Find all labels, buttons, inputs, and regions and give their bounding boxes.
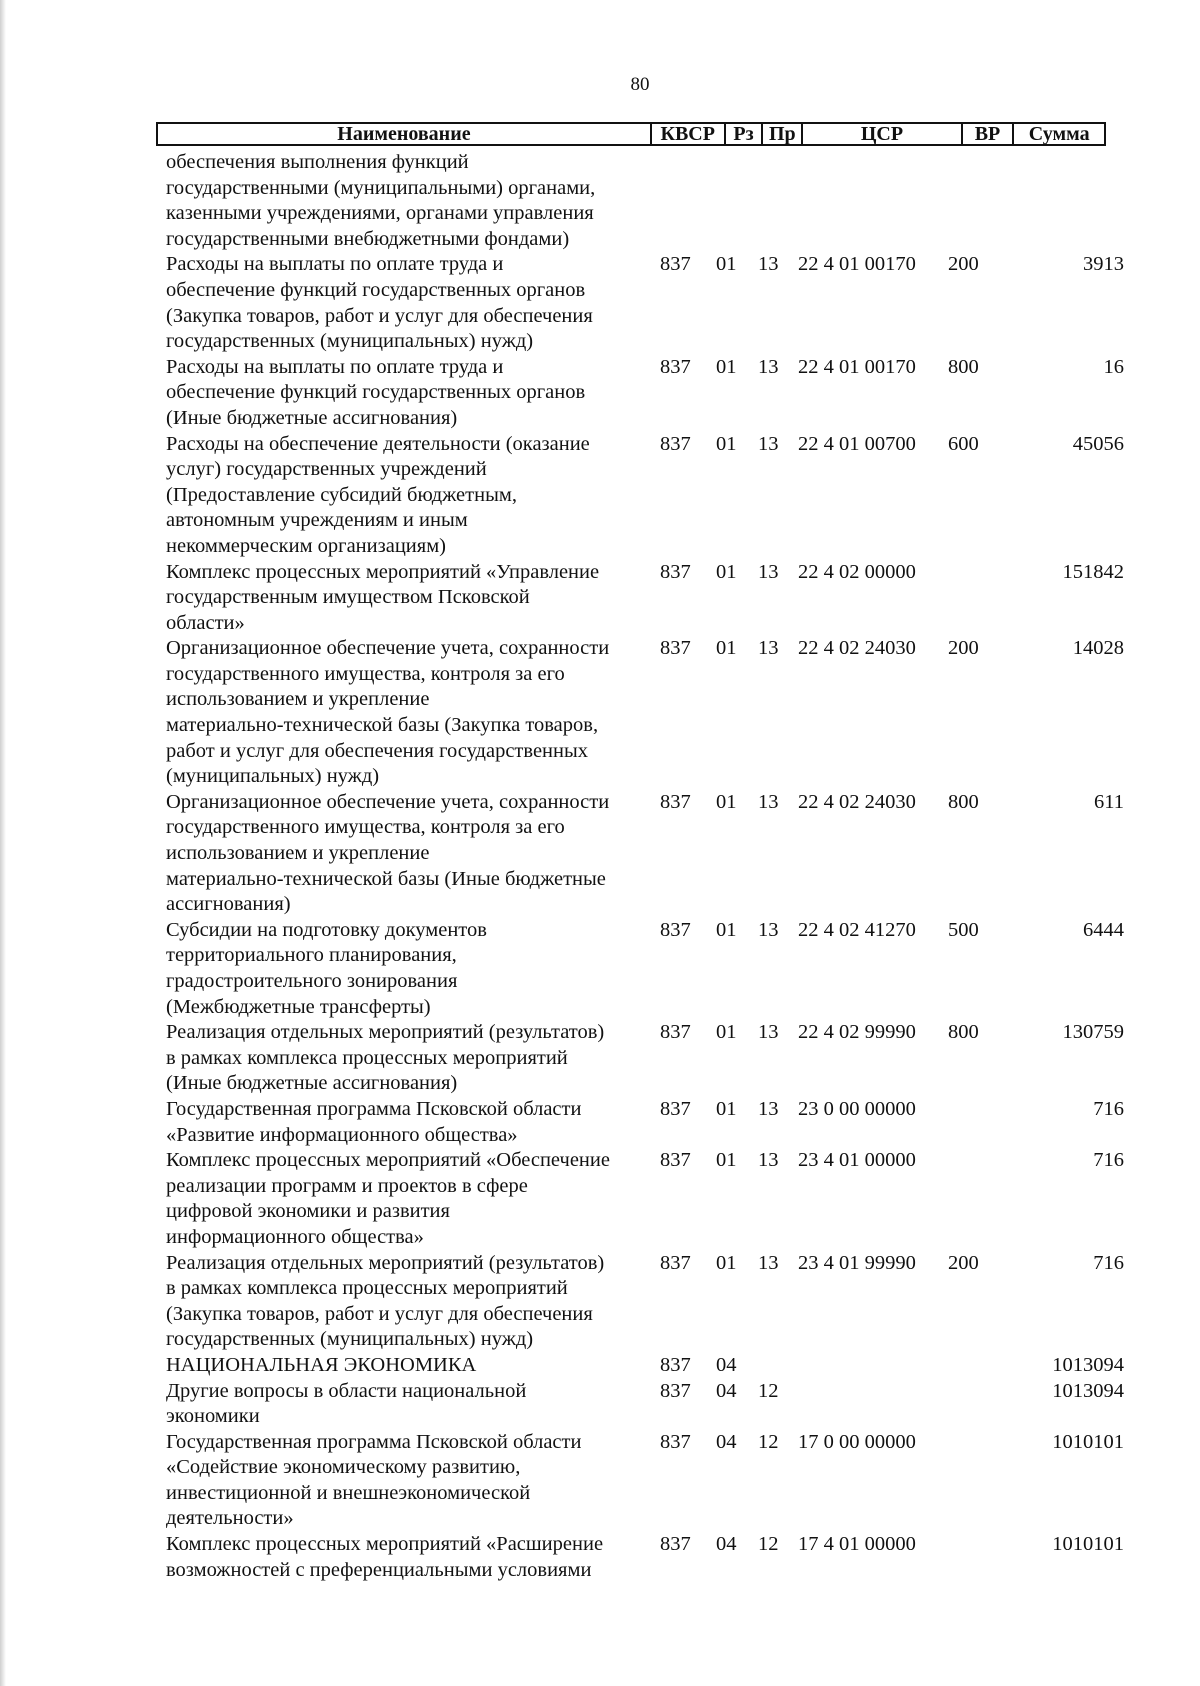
row-name-line: градостроительного зонирования: [166, 970, 458, 992]
row-kvsr: 837: [660, 918, 691, 941]
row-rz: 04: [716, 1533, 737, 1556]
table-row: [166, 1353, 1126, 1379]
row-csr: 23 4 01 99990: [798, 1251, 916, 1274]
row-name-line: Расходы на выплаты по оплате труда и: [166, 355, 504, 378]
row-name: [166, 1379, 656, 1430]
page-number: 80: [630, 74, 650, 95]
row-name-line: (муниципальных) нужд): [166, 765, 380, 788]
row-vr: 800: [948, 1021, 979, 1044]
row-name: [166, 355, 656, 432]
row-name: [166, 790, 656, 918]
row-name-line: услуг) государственных учреждений: [166, 458, 487, 481]
header-pr: Пр: [763, 124, 803, 144]
row-vr: 200: [948, 253, 979, 276]
row-name-line: использованием и укрепление: [166, 842, 430, 865]
row-name-line: автономным учреждениям и иным: [166, 509, 468, 532]
row-name-line: обеспечение функций государственных органов: [166, 381, 586, 404]
row-csr: 17 4 01 00000: [798, 1533, 916, 1556]
row-pr: 13: [758, 1251, 779, 1274]
row-pr: 13: [758, 253, 779, 276]
row-name: [166, 1097, 656, 1148]
row-csr: 23 0 00 00000: [798, 1097, 916, 1120]
row-name-line: обеспечения выполнения функций: [166, 151, 469, 173]
row-sum: 16: [1103, 355, 1124, 378]
row-kvsr: 837: [660, 1021, 691, 1044]
row-name-line: реализации программ и проектов в сфере: [166, 1174, 528, 1197]
row-name: [166, 636, 656, 790]
row-rz: 01: [716, 432, 737, 455]
row-name-line: Государственная программа Псковской области: [166, 1097, 582, 1120]
row-name: [166, 1251, 656, 1353]
row-kvsr: 837: [660, 637, 691, 660]
header-rz: Рз: [726, 124, 764, 144]
row-vr: 800: [948, 355, 979, 378]
scan-edge: [0, 0, 6, 1686]
row-pr: 13: [758, 918, 779, 941]
row-name-line: «Развитие информационного общества»: [166, 1123, 518, 1146]
row-name: [166, 1532, 656, 1583]
row-kvsr: 837: [660, 1149, 691, 1172]
row-csr: 22 4 01 00700: [798, 432, 916, 455]
row-rz: 04: [716, 1353, 737, 1376]
row-name: [166, 1430, 656, 1532]
row-pr: 13: [758, 1021, 779, 1044]
row-name-line: государственными внебюджетными фондами): [166, 227, 570, 250]
row-name: [166, 150, 656, 252]
table-row: [166, 1020, 1126, 1097]
row-name-line: возможностей с преференциальными условиями: [166, 1558, 592, 1581]
row-name-line: цифровой экономики и развития: [166, 1200, 450, 1223]
row-kvsr: 837: [660, 560, 691, 583]
row-rz: 04: [716, 1379, 737, 1402]
table-row: [166, 560, 1126, 637]
table-row: [166, 252, 1126, 354]
row-name-line: работ и услуг для обеспечения государственных: [166, 739, 589, 762]
row-name-line: (Иные бюджетные ассигнования): [166, 1072, 458, 1095]
row-csr: 22 4 01 00170: [798, 253, 916, 276]
row-sum: 45056: [1072, 432, 1124, 455]
row-pr: 12: [758, 1533, 779, 1556]
row-name-line: (Закупка товаров, работ и услуг для обеспечения: [166, 304, 593, 327]
table-row: [166, 1097, 1126, 1148]
row-kvsr: 837: [660, 1379, 691, 1402]
row-kvsr: 837: [660, 1533, 691, 1556]
header-name: Наименование: [158, 124, 652, 144]
row-name-line: (Иные бюджетные ассигнования): [166, 406, 458, 429]
row-sum: 716: [1093, 1251, 1124, 1274]
table-row: [166, 918, 1126, 1020]
row-csr: 17 0 00 00000: [798, 1430, 916, 1453]
row-pr: 13: [758, 560, 779, 583]
row-name: [166, 432, 656, 560]
row-pr: 13: [758, 1097, 779, 1120]
table-body: [166, 150, 1126, 1583]
row-pr: 12: [758, 1379, 779, 1402]
row-name-line: информационного общества»: [166, 1225, 424, 1248]
row-name-line: деятельности»: [166, 1507, 294, 1530]
row-sum: 151842: [1062, 560, 1124, 583]
row-rz: 01: [716, 1149, 737, 1172]
row-rz: 01: [716, 253, 737, 276]
row-name-line: (Предоставление субсидий бюджетным,: [166, 483, 517, 506]
row-sum: 716: [1093, 1149, 1124, 1172]
row-sum: 3913: [1083, 253, 1124, 276]
table-row: [166, 432, 1126, 560]
row-csr: 22 4 02 99990: [798, 1021, 916, 1044]
row-sum: 14028: [1072, 637, 1124, 660]
row-pr: 13: [758, 432, 779, 455]
row-pr: 12: [758, 1430, 779, 1453]
row-name-line: использованием и укрепление: [166, 688, 430, 711]
row-rz: 01: [716, 1021, 737, 1044]
table-row: [166, 790, 1126, 918]
table-row: [166, 1532, 1126, 1583]
row-rz: 01: [716, 637, 737, 660]
row-sum: 1013094: [1052, 1379, 1124, 1402]
row-csr: 23 4 01 00000: [798, 1149, 916, 1172]
header-sum: Сумма: [1028, 123, 1090, 145]
row-name-line: Субсидии на подготовку документов: [166, 918, 487, 941]
row-name-line: государственного имущества, контроля за его: [166, 816, 565, 839]
row-sum: 1010101: [1052, 1533, 1124, 1556]
row-name-line: государственными (муниципальными) органами,: [166, 176, 596, 199]
row-name-line: НАЦИОНАЛЬНАЯ ЭКОНОМИКА: [166, 1353, 477, 1376]
row-rz: 01: [716, 1097, 737, 1120]
row-name: [166, 1353, 656, 1379]
row-name-line: обеспечение функций государственных органов: [166, 278, 586, 301]
row-rz: 01: [716, 918, 737, 941]
row-vr: 800: [948, 790, 979, 813]
row-name-line: (Межбюджетные трансферты): [166, 995, 431, 1018]
row-sum: 716: [1093, 1097, 1124, 1120]
row-name-line: инвестиционной и внешнеэкономической: [166, 1481, 531, 1504]
row-rz: 01: [716, 790, 737, 813]
row-name-line: Реализация отдельных мероприятий (результатов): [166, 1021, 605, 1044]
row-csr: 22 4 02 24030: [798, 637, 916, 660]
row-csr: 22 4 02 00000: [798, 560, 916, 583]
row-kvsr: 837: [660, 790, 691, 813]
table-row: [166, 636, 1126, 790]
table-row: [166, 1379, 1126, 1430]
row-name-line: Государственная программа Псковской области: [166, 1430, 582, 1453]
row-name-line: материально-технической базы (Закупка товаров,: [166, 714, 599, 737]
row-name-line: в рамках комплекса процессных мероприятий: [166, 1046, 568, 1069]
table-header: [156, 122, 1106, 146]
table-row: [166, 1430, 1126, 1532]
row-name: [166, 1020, 656, 1097]
table-row: [166, 355, 1126, 432]
row-kvsr: 837: [660, 1097, 691, 1120]
row-pr: 13: [758, 790, 779, 813]
row-name-line: материально-технической базы (Иные бюджетные: [166, 867, 606, 890]
row-name: [166, 560, 656, 637]
row-vr: 200: [948, 637, 979, 660]
row-name-line: Комплекс процессных мероприятий «Управление: [166, 560, 600, 583]
row-vr: 500: [948, 918, 979, 941]
row-kvsr: 837: [660, 355, 691, 378]
row-name-line: экономики: [166, 1405, 260, 1428]
row-name-line: территориального планирования,: [166, 944, 457, 967]
row-name: [166, 252, 656, 354]
row-kvsr: 837: [660, 253, 691, 276]
row-name-line: Организационное обеспечение учета, сохранности: [166, 637, 610, 660]
row-name-line: Расходы на обеспечение деятельности (оказание: [166, 432, 590, 455]
row-name-line: Расходы на выплаты по оплате труда и: [166, 253, 504, 276]
row-name: [166, 918, 656, 1020]
row-name-line: Другие вопросы в области национальной: [166, 1379, 527, 1402]
row-name-line: казенными учреждениями, органами управления: [166, 202, 594, 225]
row-name-line: «Содействие экономическому развитию,: [166, 1456, 521, 1479]
row-name: [166, 1148, 656, 1250]
row-rz: 01: [716, 1251, 737, 1274]
row-name-line: Организационное обеспечение учета, сохранности: [166, 790, 610, 813]
row-sum: 6444: [1083, 918, 1124, 941]
row-name-line: (Закупка товаров, работ и услуг для обеспечения: [166, 1302, 593, 1325]
row-name-line: области»: [166, 611, 245, 634]
row-name-line: государственным имуществом Псковской: [166, 586, 530, 609]
row-pr: 13: [758, 355, 779, 378]
row-csr: 22 4 02 41270: [798, 918, 916, 941]
row-csr: 22 4 02 24030: [798, 790, 916, 813]
row-name-line: государственных (муниципальных) нужд): [166, 1328, 534, 1351]
row-vr: 600: [948, 432, 979, 455]
row-name-line: государственного имущества, контроля за его: [166, 662, 565, 685]
row-vr: 200: [948, 1251, 979, 1274]
row-name-line: Комплекс процессных мероприятий «Расширение: [166, 1533, 604, 1556]
row-sum: 1010101: [1052, 1430, 1124, 1453]
row-name-line: Комплекс процессных мероприятий «Обеспечение: [166, 1149, 610, 1172]
table-row: [166, 150, 1126, 252]
row-kvsr: 837: [660, 1251, 691, 1274]
row-pr: 13: [758, 637, 779, 660]
row-pr: 13: [758, 1149, 779, 1172]
row-name-line: Реализация отдельных мероприятий (результатов): [166, 1251, 605, 1274]
row-sum: 1013094: [1052, 1353, 1124, 1376]
row-rz: 01: [716, 560, 737, 583]
table-row: [166, 1251, 1126, 1353]
row-sum: 611: [1094, 790, 1124, 813]
row-csr: 22 4 01 00170: [798, 355, 916, 378]
row-kvsr: 837: [660, 1430, 691, 1453]
row-sum: 130759: [1062, 1021, 1124, 1044]
header-vr: ВР: [963, 124, 1015, 144]
row-name-line: в рамках комплекса процессных мероприятий: [166, 1277, 568, 1300]
row-rz: 01: [716, 355, 737, 378]
row-name-line: ассигнования): [166, 893, 291, 916]
header-csr: ЦСР: [803, 124, 962, 144]
header-kvsr: КВСР: [652, 124, 726, 144]
table-row: [166, 1148, 1126, 1250]
row-name-line: государственных (муниципальных) нужд): [166, 330, 534, 353]
row-name-line: некоммерческим организациям): [166, 534, 446, 557]
row-kvsr: 837: [660, 1353, 691, 1376]
row-kvsr: 837: [660, 432, 691, 455]
row-rz: 04: [716, 1430, 737, 1453]
